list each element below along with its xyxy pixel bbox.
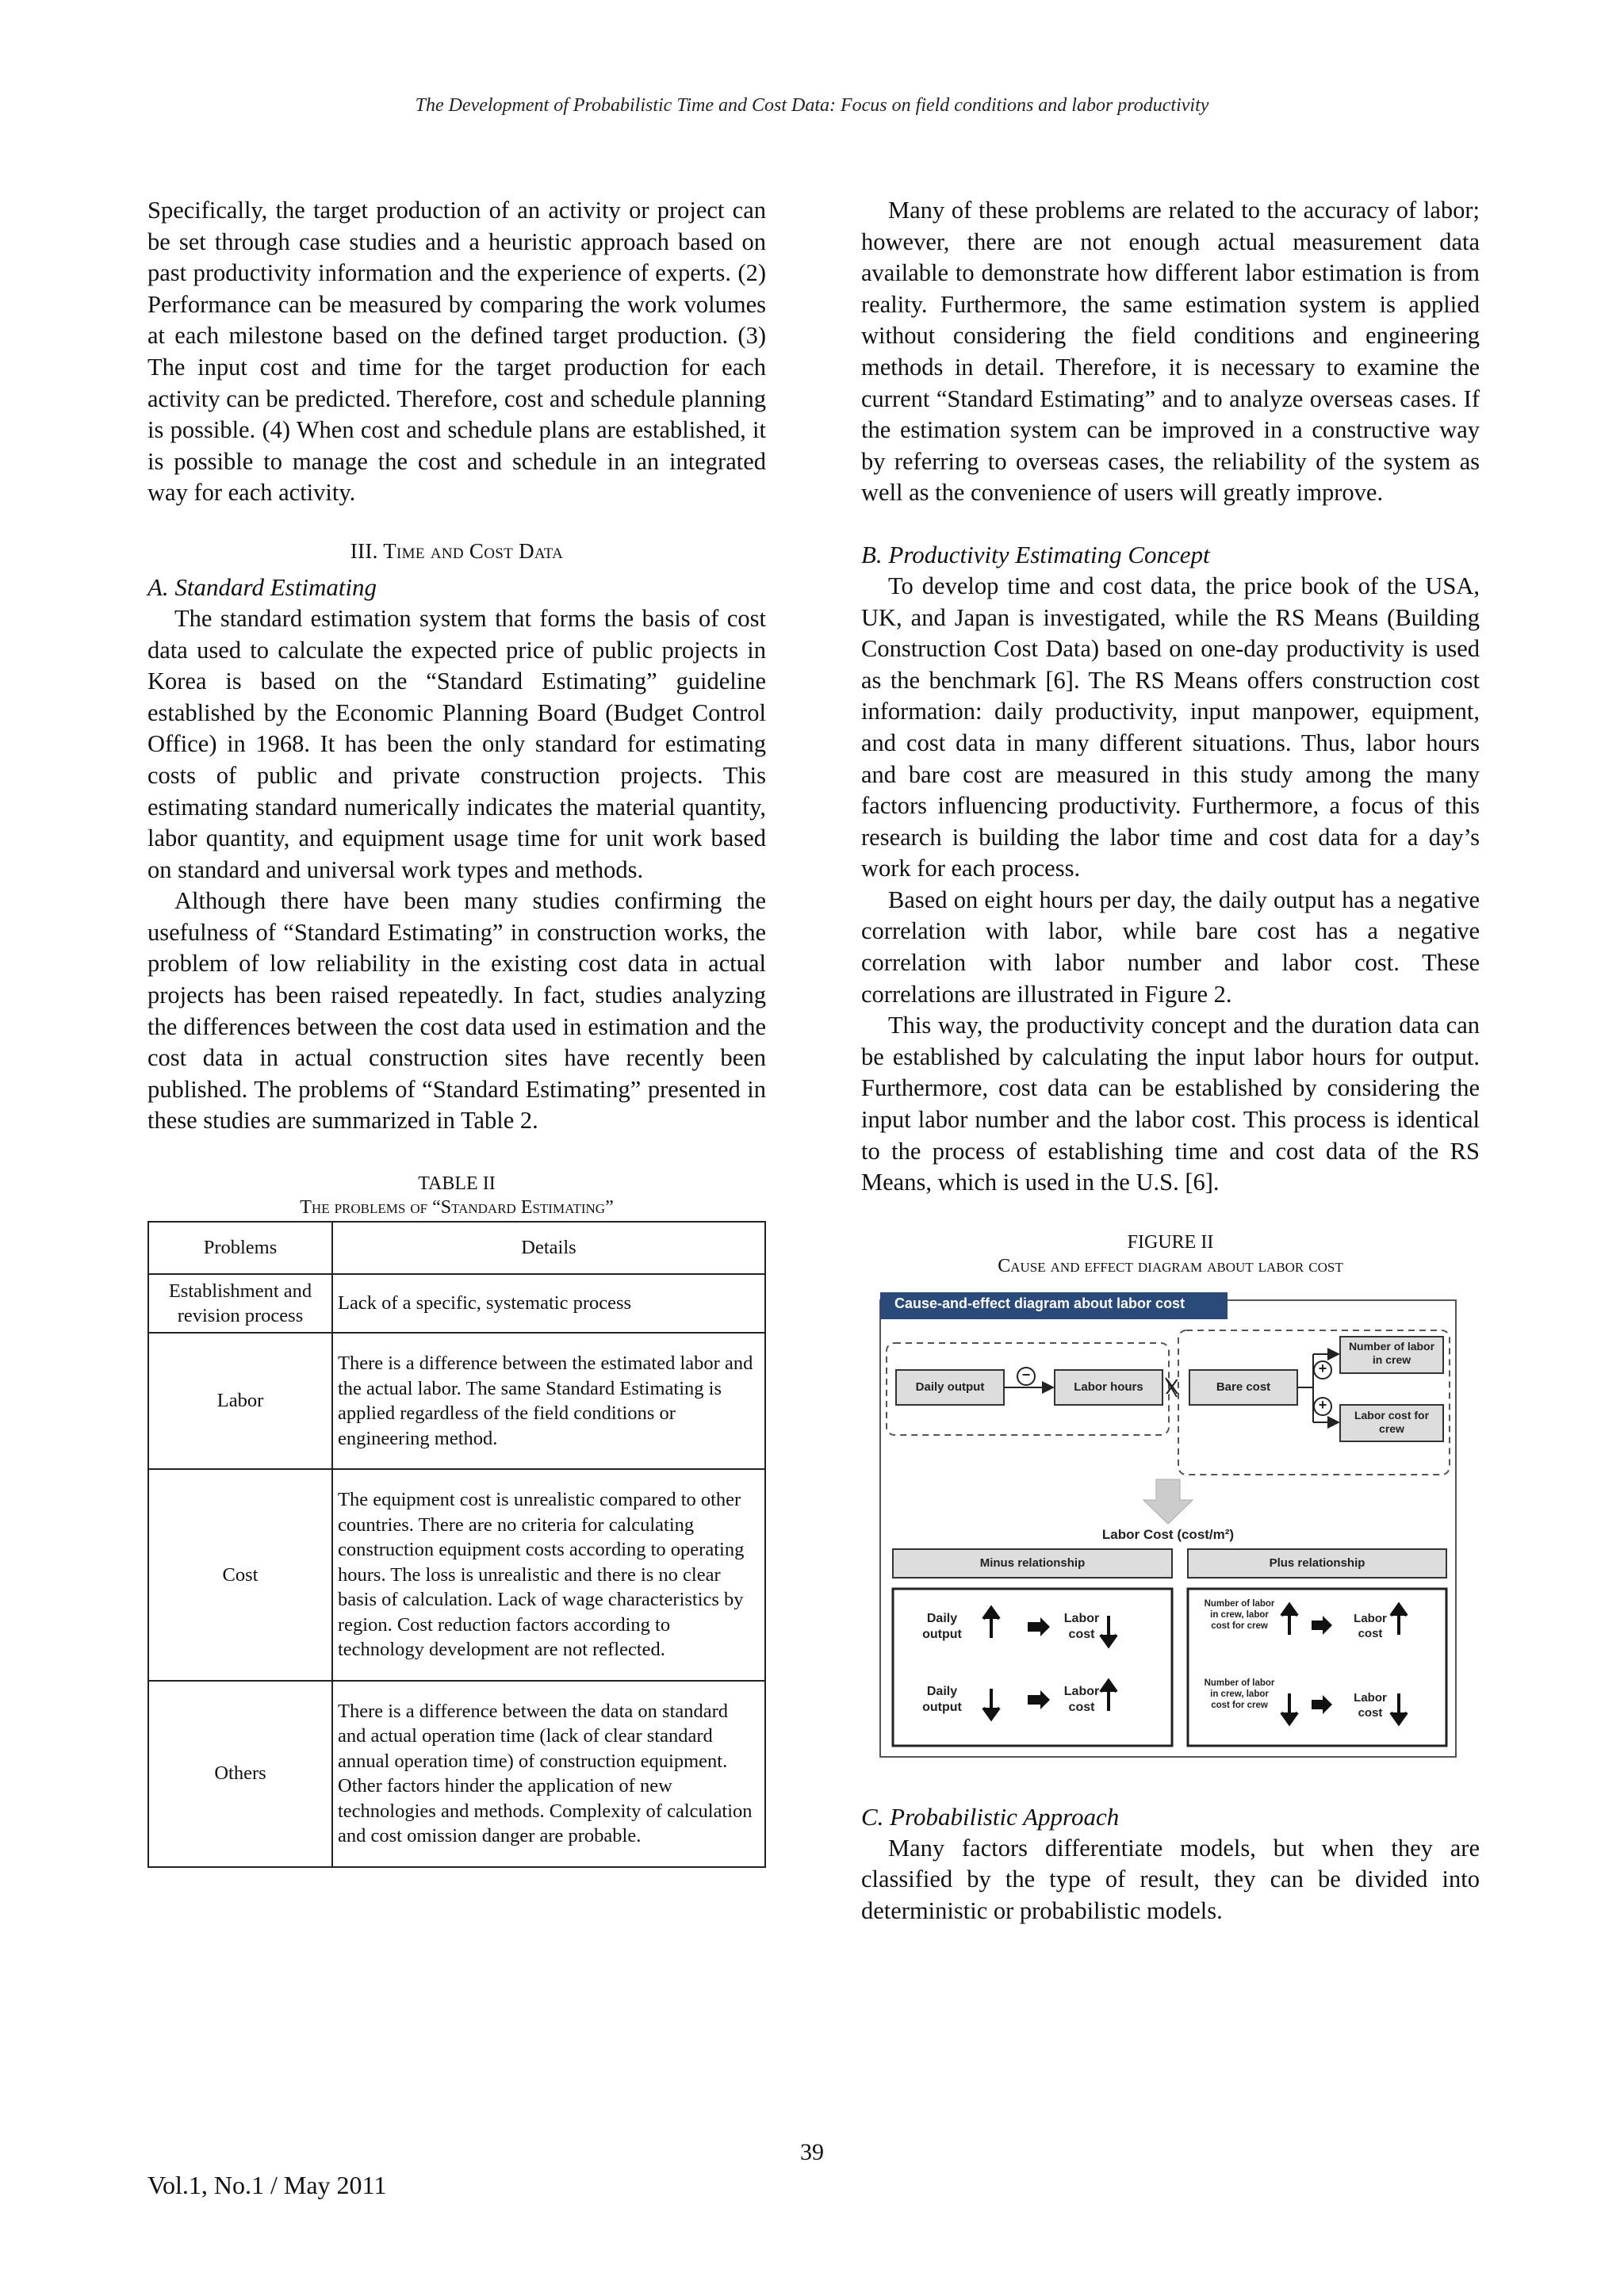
number-of-labor-label: Number of labor in crew	[1348, 1339, 1435, 1366]
section-title: III. Time and Cost Data	[350, 538, 564, 563]
times-sign: X	[1165, 1374, 1179, 1399]
table-row	[148, 1333, 765, 1469]
table-row	[148, 1274, 765, 1333]
labor-cost-result-label: Labor Cost (cost/m²)	[1101, 1526, 1235, 1542]
plus-sign-upper: +	[1318, 1360, 1327, 1376]
subsection-b-paragraph-3: This way, the productivity concept and the duration data can be established by calculating the input labor hours for output. Furthermore, cost data can be established by considering the input labor number and the labor cost. This process is identical to the process of establishing time and cost data of the RS Means, which is used in the U.S. [6].	[861, 1012, 1480, 1196]
table-header-problems: Problems	[148, 1222, 332, 1274]
subsection-c-paragraph-1: Many factors differentiate models, but when they are classified by the type of result, they can be divided into deterministic or probabilistic models.	[861, 1834, 1480, 1924]
subsection-b-paragraph-2: Based on eight hours per day, the daily output has a negative correlation with labor, while bare cost has a negative correlation with labor number and labor cost. These correlations are illustrated in Figure 2.	[861, 886, 1480, 1008]
table-header-details: Details	[332, 1222, 765, 1274]
table-cell-problem: Cost	[148, 1469, 332, 1681]
subsection-a-paragraph-1: The standard estimation system that forms the basis of cost data used to calculate the expected price of public projects in Korea is based on the “Standard Estimating” guideline established by the Economic Planning Board (Budget Control Office) in 1968. It has been the only standard for estimating costs of public and private construction projects. This estimating standard numerically indicates the material quantity, labor quantity, and equipment usage time for unit work based on standard and universal work types and methods.	[147, 604, 766, 883]
table-cell-details: Lack of a specific, systematic process	[332, 1274, 765, 1333]
bare-cost-label: Bare cost	[1216, 1380, 1271, 1394]
figure-title: Cause and effect diagram about labor cost	[998, 1255, 1343, 1276]
labor-cost-for-crew-label: Labor cost for crew	[1354, 1408, 1430, 1435]
volume-footer: Vol.1, No.1 / May 2011	[147, 2171, 387, 2199]
subsection-a-title: A. Standard Estimating	[147, 572, 377, 601]
figure-label: FIGURE II	[1127, 1231, 1214, 1253]
minus-row2-cause: Daily output	[922, 1684, 962, 1714]
table-cell-details: There is a difference between the data on standard and actual operation time (lack of clear standard annual operation time) of construction equipment. Other factors hinder the application of new technologies and methods. Complexity of calculation and cost omission danger are probable.	[332, 1681, 765, 1867]
plus-row2-effect: Labor cost	[1354, 1690, 1387, 1720]
table-cell-problem: Others	[148, 1681, 332, 1867]
table-row	[148, 1469, 765, 1681]
minus-sign: −	[1021, 1366, 1031, 1383]
subsection-b-title: B. Productivity Estimating Concept	[861, 540, 1210, 568]
plus-sign-lower: +	[1318, 1396, 1327, 1413]
table-title: The problems of “Standard Estimating”	[300, 1197, 614, 1219]
right-paragraph-1: Many of these problems are related to the accuracy of labor; however, there are not enough actual measurement data available to demonstrate how different labor estimation is from reality. Furthermore, the same estimation system is applied without considering the field conditions and engineering methods in detail. Therefore, it is necessary to examine the current “Standard Estimating” and to analyze overseas cases. If the estimation system can be improved in a constructive way by referring to overseas cases, the reliability of the system as well as the convenience of users will greatly improve.	[861, 197, 1480, 507]
minus-row1-cause: Daily output	[922, 1611, 962, 1641]
subsection-c-title: C. Probabilistic Approach	[861, 1802, 1120, 1831]
page-number: 39	[800, 2139, 824, 2165]
table-cell-problem: Establishment and revision process	[148, 1274, 332, 1333]
diagram-banner-title: Cause-and-effect diagram about labor cost	[894, 1295, 1185, 1311]
plus-row1-cause: Number of labor in crew, labor cost for crew	[1204, 1598, 1275, 1631]
subsection-a-paragraph-2: Although there have been many studies confirming the usefulness of “Standard Estimating” in construction works, the problem of low reliability in the existing cost data in actual projects has been raised repeatedly. In fact, studies analyzing the differences between the cost data used in estimation and the cost data in actual construction sites have recently been published. The problems of “Standard Estimating” presented in these studies are summarized in Table 2.	[147, 887, 766, 1135]
running-header: The Development of Probabilistic Time and Cost Data: Focus on field conditions and labor productivity	[415, 95, 1209, 116]
left-column	[147, 195, 766, 1868]
figure-caption	[861, 1230, 1480, 1278]
table-cell-details: There is a difference between the estimated labor and the actual labor. The same Standard Estimating is applied regardless of the field conditions or engineering method.	[332, 1333, 765, 1469]
intro-paragraph: Specifically, the target production of an activity or project can be set through case studies and a heuristic approach based on past productivity information and the experience of experts. (2) Performance can be measured by comparing the work volumes at each milestone based on the defined target production. (3) The input cost and time for the target production for each activity can be predicted. Therefore, cost and schedule planning is possible. (4) When cost and schedule plans are established, it is possible to manage the cost and schedule in an integrated way for each activity.	[147, 197, 766, 507]
problems-table	[147, 1221, 766, 1868]
table-header-row	[148, 1222, 765, 1274]
minus-row1-effect: Labor cost	[1063, 1611, 1100, 1641]
minus-relationship-label: Minus relationship	[979, 1556, 1086, 1570]
table-row	[148, 1681, 765, 1867]
subsection-b-paragraph-1: To develop time and cost data, the price book of the USA, UK, and Japan is investigated, while the RS Means (Building Construction Cost Data) based on one-day productivity is used as the benchmark [6]. The RS Means offers construction cost information: daily productivity, input manpower, equipment, and cost data in many different situations. Thus, labor hours and bare cost are measured in this study among the many factors influencing productivity. Furthermore, a focus of this research is building the labor time and cost data for a day’s work for each process.	[861, 572, 1480, 882]
table-label: TABLE II	[418, 1173, 496, 1195]
plus-relationship-label: Plus relationship	[1269, 1556, 1365, 1570]
cause-effect-diagram	[879, 1292, 1457, 1760]
plus-row2-cause: Number of labor in crew, labor cost for crew	[1204, 1678, 1275, 1710]
daily-output-label: Daily output	[915, 1380, 985, 1394]
plus-row1-effect: Labor cost	[1354, 1611, 1387, 1640]
table-cell-details: The equipment cost is unrealistic compared to other countries. There are no criteria for calculating construction equipment costs according to operating hours. The loss is unrealistic and there is no clear basis of calculation. Lack of wage characteristics by region. Cost reduction factors according to technology development are not reflected.	[332, 1469, 765, 1681]
labor-hours-label: Labor hours	[1074, 1380, 1143, 1394]
table-caption	[147, 1172, 766, 1219]
table-cell-problem: Labor	[148, 1333, 332, 1469]
right-column	[861, 195, 1480, 1927]
minus-row2-effect: Labor cost	[1063, 1684, 1100, 1714]
